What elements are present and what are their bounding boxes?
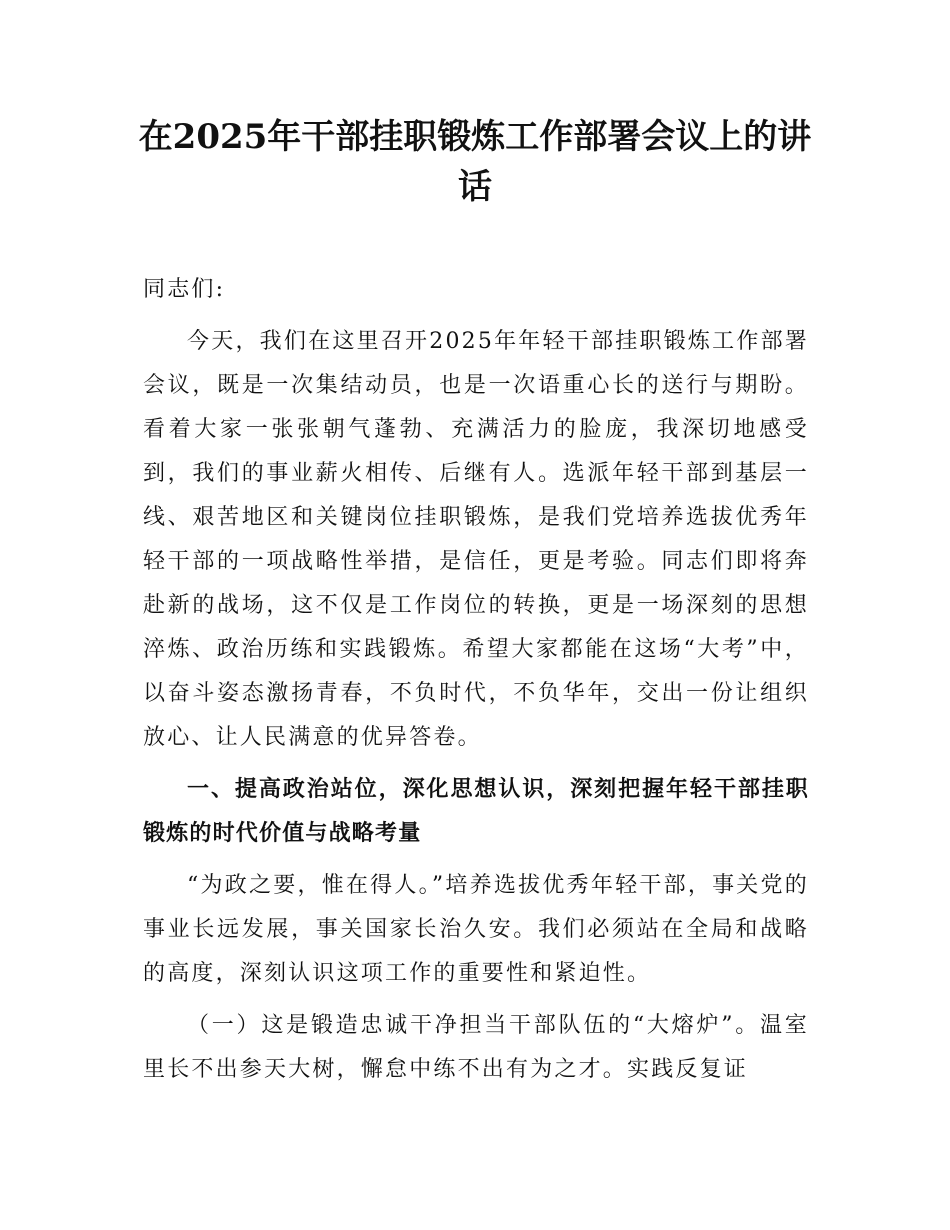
opening-paragraph: 今天，我们在这里召开2025年年轻干部挂职锻炼工作部署会议，既是一次集结动员，也是一次语重心长的送行与期盼。看着大家一张张朝气蓬勃、充满活力的脸庞，我深切地感受到，我们的事业薪火相传、后继有人。选派年轻干部到基层一线、艰苦地区和关键岗位挂职锻炼，是我们党培养选拔优秀年轻干部的一项战略性举措，是信任，更是考验。同志们即将奔赴新的战场，这不仅是工作岗位的转换，更是一场深刻的思想淬炼、政治历练和实践锻炼。希望大家都能在这场“大考”中，以奋斗姿态激扬青春，不负时代，不负华年，交出一份让组织放心、让人民满意的优异答卷。 <box>143 329 809 750</box>
document-body <box>143 268 809 1092</box>
section-heading: 一、提高政治站位，深化思想认识，深刻把握年轻干部挂职锻炼的时代价值与战略考量 <box>143 777 809 846</box>
salutation: 同志们: <box>143 277 226 302</box>
document-title: 在2025年干部挂职锻炼工作部署会议上的讲话 <box>138 117 812 207</box>
subsection-paragraph: （一）这是锻造忠诚干净担当干部队伍的“大熔炉”。温室里长不出参天大树，懈怠中练不出有为之才。实践反复证 <box>143 1013 809 1082</box>
section-paragraph: “为政之要，惟在得人。”培养选拔优秀年轻干部，事关党的事业长远发展，事关国家长治久安。我们必须站在全局和战略的高度，深刻认识这项工作的重要性和紧迫性。 <box>143 873 809 986</box>
